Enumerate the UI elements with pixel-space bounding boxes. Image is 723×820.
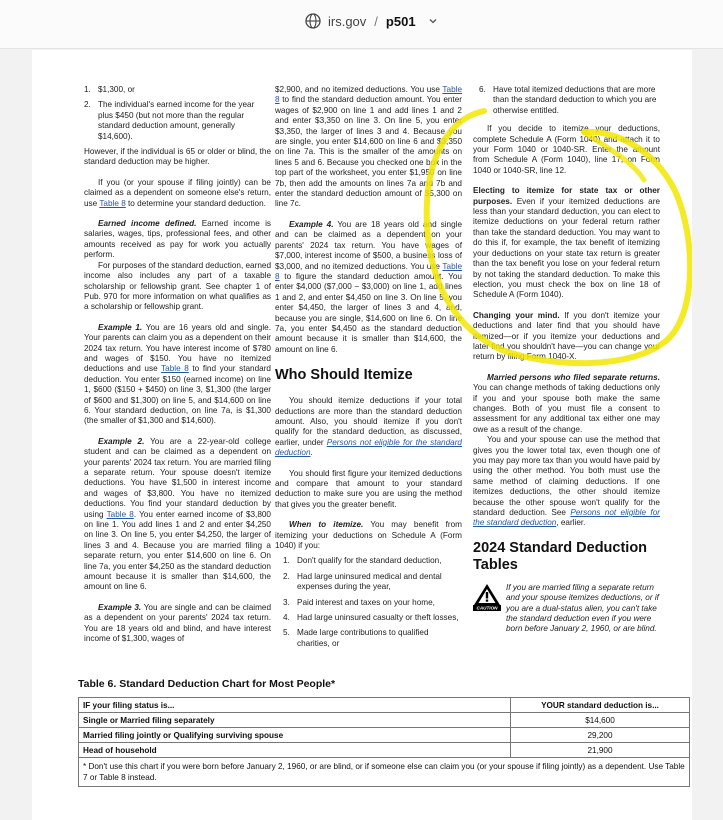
table-row: [79, 713, 690, 728]
paragraph: You should itemize deductions if your total deductions are more than the standard deduction amount. Also, you should itemize if you don't qualify for the standard deduction, as discussed, earlier, under Persons not eligible for the standard deduction.: [275, 396, 462, 458]
paragraph: However, if the individual is 65 or older or blind, the standard deduction may be higher.: [84, 147, 271, 167]
table8-link[interactable]: Table 8: [106, 509, 134, 519]
example-3: Example 3. You are single and can be claimed as a dependent on your parents' 2024 tax return. You are 18 years old and blind, and have interest income of $1,300, wages of: [84, 602, 271, 644]
paragraph: You should first figure your itemized deductions and compare that amount to your standard deduction to make sure you are using the method that gives you the greater benefit.: [275, 468, 462, 509]
paragraph: When to itemize. You may benefit from itemizing your deductions on Schedule A (Form 1040) if you:: [275, 520, 462, 551]
itemize-reasons-list-cont: [473, 85, 660, 116]
table-cell: Head of household: [79, 743, 511, 758]
address-bar[interactable]: [305, 11, 438, 31]
table-row: [79, 728, 690, 743]
example-1: Example 1. You are 16 years old and single. Your parents can claim you as a dependent on their 2024 tax return. You have interest income of $780 and wages of $150. You have no itemized deductions and use Table 8 to find your standard deduction. You enter $150 (earned income) on line 1, $600 ($150 + $450) on line 3, $1,300 (the larger of $600 and $1,300) on line 5, and $14,600 on line 6. Your standard deduction, on line 7a, is $1,300 (the smaller of $1,300 and $14,600).: [84, 322, 272, 426]
paragraph: Married persons who filed separate returns. You can change methods of taking deductions only if you and your spouse both make the same changes. Both of you must file a consent to assessment for any additional tax either one may owe as a result of the change.: [473, 372, 660, 434]
standard-deduction-table: [78, 697, 690, 787]
url-path: p501: [385, 13, 416, 29]
caution-text: If you are married filing a separate return and your spouse itemizes deductions, or if you are a dual-status alien, you can't take the standard deduction even if you were born before January 2, 1960, or are blind.: [506, 582, 659, 634]
list-item: 4. Had large uninsured casualty or theft losses,: [283, 613, 459, 623]
url-host: irs.gov: [328, 13, 367, 29]
paragraph: Earned income defined. Earned income is salaries, wages, tips, professional fees, and other amounts received as pay for work you actually perform.: [84, 219, 271, 260]
document-page: [32, 50, 692, 820]
list-item: 1. Don't qualify for the standard deduction,: [283, 556, 442, 566]
persons-not-eligible-link[interactable]: Persons not eligible for the standard deduction: [275, 437, 462, 458]
paragraph: Electing to itemize for state tax or other purposes. Even if your itemized deductions are less than your standard deduction, you can elect to itemize deductions on your federal return rather than take the standard deduction. You may want to do this if, for example, the tax benefit of itemizing your deductions on your state tax return is greater than the tax benefit you lose on your federal return by not taking the standard deduction. To make this election, you must check the box on line 18 of Schedule A (Form 1040).: [473, 186, 660, 300]
column-2: [275, 85, 462, 649]
list-item: 2. The individual's earned income for the year plus $450 (but not more than the regular standard deduction amount, generally $14,600).: [84, 100, 255, 141]
itemize-reasons-list: [275, 556, 462, 649]
list-item: 2. Had large uninsured medical and dental expenses during the year,: [283, 571, 442, 592]
paragraph: If you decide to itemize your deductions, complete Schedule A (Form 1040) and attach it to your Form 1040 or 1040-SR. Enter the amount from Schedule A (Form 1040), line 17, on Form 1040 or 1040-SR, line 12.: [473, 124, 660, 175]
table8-link[interactable]: Table 8: [161, 364, 189, 374]
column-1: [84, 85, 271, 645]
example-4: Example 4. You are 18 years old and single and can be claimed as a dependent on your parents' 2024 tax return. You have wages of $7,000, interest income of $500, a business loss of $3,000, and no itemized deductions. You use Table 8 to figure the standard deduction amount. You enter $4,000 ($7,000 − $3,000) on line 1, add lines 1 and 2, and enter $4,450 on line 3. On line 5, you enter $4,450, the larger of lines 3 and 4, and, because you are single, $14,600 on line 6. On line 7a, you enter $4,450 as the standard deduction amount because it is smaller than $14,600, the amount on line 6.: [275, 219, 463, 354]
section-heading: Who Should Itemize: [275, 367, 413, 384]
table-cell: Single or Married filing separately: [79, 713, 511, 728]
table-header-row: [79, 698, 690, 713]
table-row: [79, 743, 690, 758]
paragraph: You and your spouse can use the method that gives you the lower total tax, even though one of you may pay more tax than you would have paid by using the other method. You both must use the same method of claiming deductions. If one itemizes deductions, the other should itemize because the other spouse won't qualify for the standard deduction. See Persons not eligible for the standard deduction, earlier.: [473, 435, 660, 528]
table-footnote: * Don't use this chart if you were born before January 2, 1960, or are blind, or if someone else can claim you (or your spouse if filing jointly) as a dependent. Use Table 7 or Table 8 instead.: [79, 758, 690, 787]
term-heading: Earned income defined.: [98, 219, 197, 229]
income-list: [84, 85, 271, 142]
paragraph: $2,900, and no itemized deductions. You use Table 8 to find the standard deduction amount. You enter wages of $2,900 on line 1 and add lines 1 and 2 and enter $3,350 on line 3. On line 5, you enter $3,350, the larger of lines 3 and 4. Because you are single, you enter $14,600 on line 6 and $3,350 on line 7a. This is the smaller of the amounts on lines 5 and 6. Because you checked one box in the top part of the worksheet, you enter $1,950 on line 7b, then add the amounts on lines 7a and 7b and enter the standard deduction amount of $5,300 on line 7c.: [275, 85, 462, 209]
svg-text:CAUTION: CAUTION: [476, 605, 498, 611]
example-2: Example 2. You are a 22-year-old college student and can be claimed as a dependent on your parents' 2024 tax return. You are married filing a separate return. Your spouse doesn't itemize deductions. You have $1,500 in interest income and wages of $3,800. You have no itemized deductions. You find your standard deduction by using Table 8. You enter earned income of $3,800 on line 1. You add lines 1 and 2 and enter $4,250 on line 3. On line 5, you enter $4,250, the larger of lines 3 and 4. Because you are married filing a separate return, you enter $14,600 on line 6. On line 7a, you enter $4,250 as the standard deduction amount because it is smaller than $14,600, the amount on line 6.: [84, 436, 271, 592]
list-item: 1. $1,300, or: [84, 85, 135, 94]
table-cell: 29,200: [511, 728, 690, 743]
persons-not-eligible-link[interactable]: Persons not eligible for the standard deduction: [473, 508, 660, 528]
section-heading: 2024 Standard Deduction Tables: [473, 539, 648, 573]
table-cell: $14,600: [511, 713, 690, 728]
url-separator: /: [374, 13, 378, 29]
table8-link[interactable]: Table 8: [275, 261, 462, 281]
paragraph: If you (or your spouse if filing jointly) can be claimed as a dependent on someone else's return, use Table 8 to determine your standard deduction.: [84, 177, 271, 208]
paragraph: Changing your mind. If you don't itemize your deductions and later find that you should have itemized—or if you itemize your deductions and later find you shouldn't have—you can change your return by filing Form 1040-X.: [473, 310, 660, 362]
globe-icon: [305, 13, 321, 29]
browser-toolbar: [0, 0, 723, 49]
chevron-down-icon[interactable]: [428, 16, 438, 26]
column-3: [473, 85, 660, 635]
table8-link[interactable]: Table 8: [99, 198, 126, 208]
table-footnote-row: [79, 758, 690, 787]
table-caption: Table 6. Standard Deduction Chart for Most People*: [78, 678, 336, 690]
table-cell: Married filing jointly or Qualifying surviving spouse: [79, 728, 511, 743]
list-item: 6. Have total itemized deductions that are more than the standard deduction to which you are otherwise entitled.: [479, 85, 657, 115]
list-item: 3. Paid interest and taxes on your home,: [283, 597, 435, 607]
caution-note: [473, 583, 660, 635]
list-item: 5. Made large contributions to qualified charities, or: [283, 628, 429, 648]
table-cell: 21,900: [511, 743, 690, 758]
paragraph: For purposes of the standard deduction, earned income also includes any part of a taxable scholarship or fellowship grant. See chapter 1 of Pub. 970 for more information on what qualifies as a scholarship or fellowship grant.: [84, 260, 271, 312]
table-header-cell: YOUR standard deduction is...: [511, 698, 690, 713]
caution-icon: [473, 583, 501, 611]
table8-link[interactable]: Table 8: [275, 85, 462, 105]
table-header-cell: IF your filing status is...: [79, 698, 511, 713]
